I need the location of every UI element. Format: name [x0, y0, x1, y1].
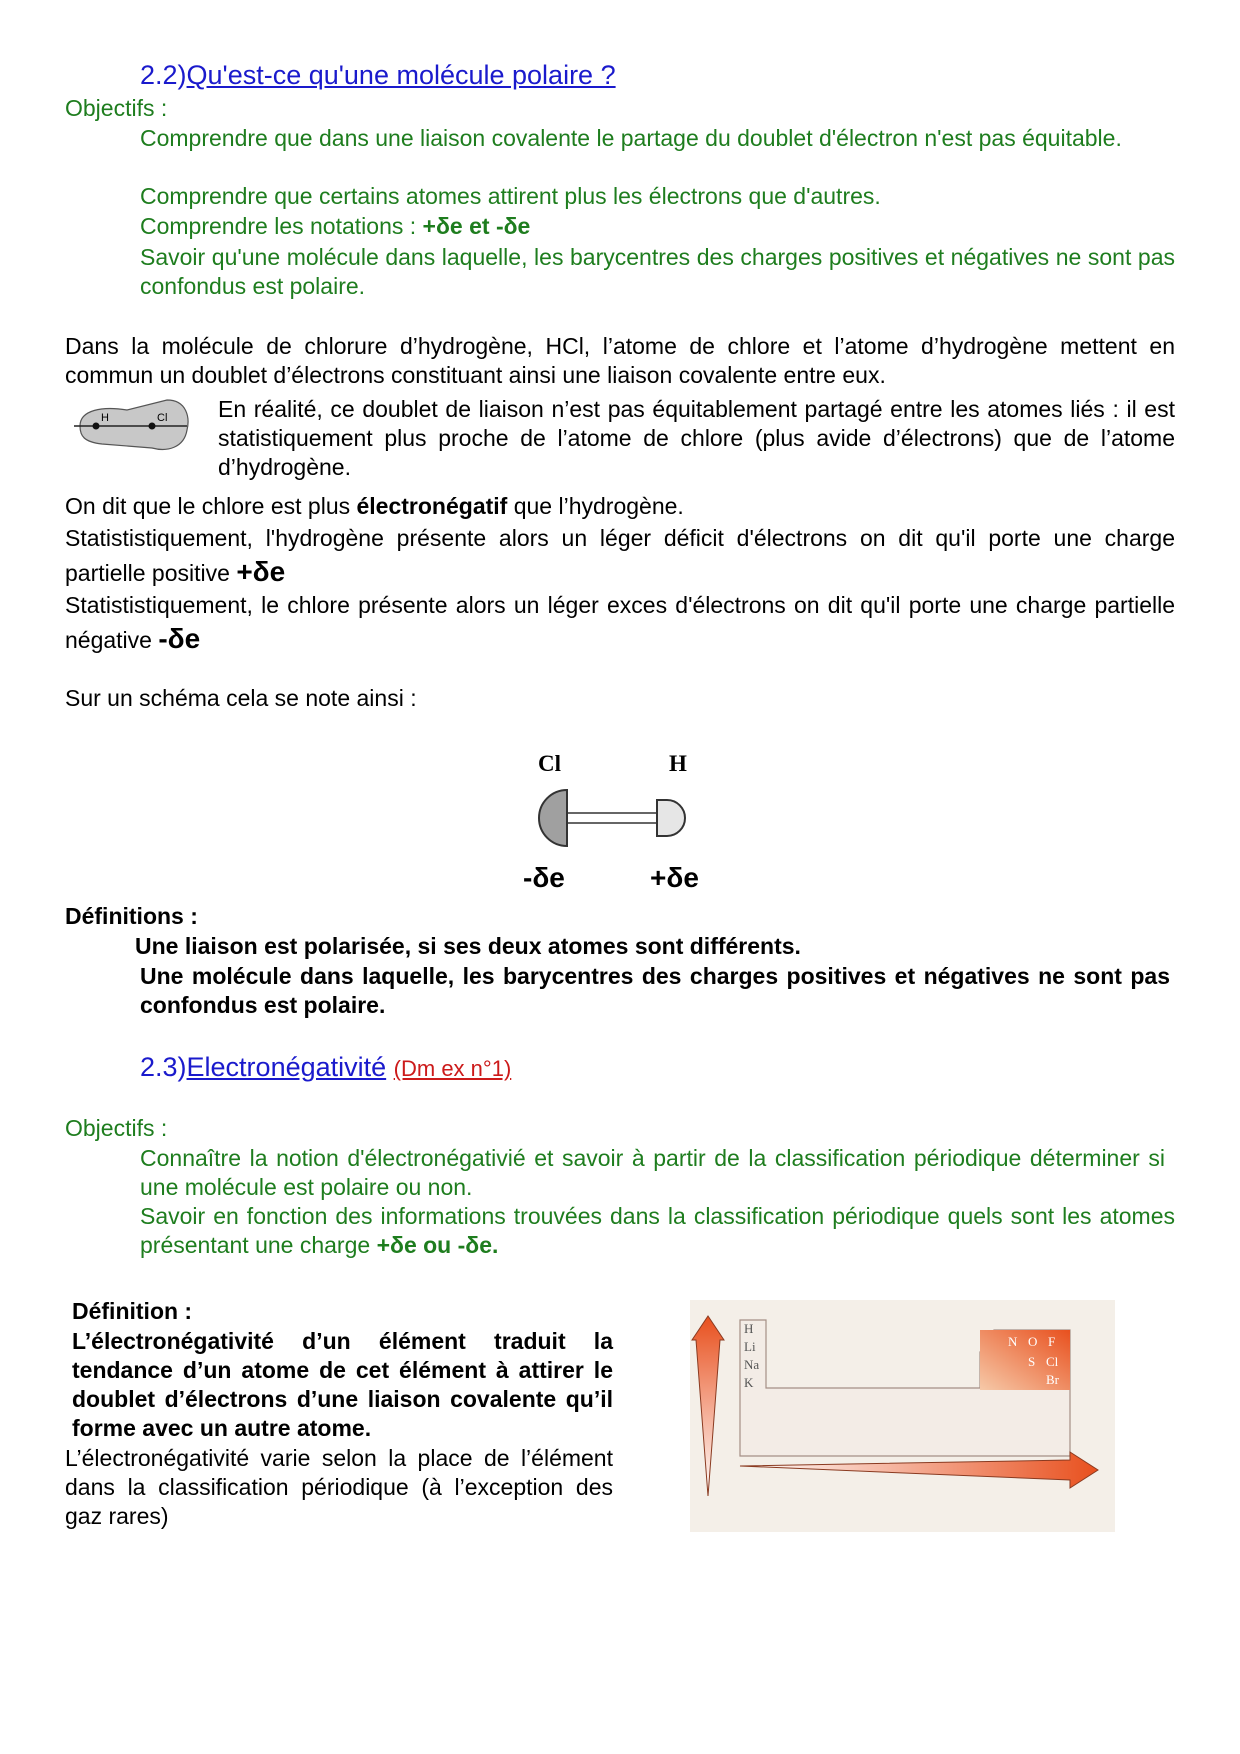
- element-h: H: [744, 1321, 754, 1336]
- objective2-1: Connaître la notion d'électronégativié et savoir à partir de la classification périodique déterminer si une molécule est polaire ou non.: [140, 1145, 1165, 1200]
- cl-charge: -δe: [158, 623, 201, 654]
- objectives2-label: Objectifs :: [65, 1115, 168, 1141]
- section2-title-link[interactable]: Electronégativité: [186, 1052, 387, 1082]
- electronegative-sentence: [65, 492, 684, 521]
- element-o: O: [1028, 1334, 1038, 1349]
- objective-1: Comprendre que dans une liaison covalente le partage du doublet d'électron n'est pas équitable.: [140, 125, 1122, 151]
- cl-label: Cl: [157, 412, 168, 424]
- section2-heading: [140, 1052, 511, 1083]
- objective-4: Savoir qu'une molécule dans laquelle, les barycentres des charges positives et négatives ne sont pas confondus est polaire.: [140, 244, 1175, 299]
- section-number: 2.2): [140, 60, 187, 90]
- notation-bold: +δe et -δe: [422, 213, 531, 239]
- electroneg-suffix: que l’hydrogène.: [507, 493, 684, 519]
- element-li: Li: [744, 1339, 756, 1354]
- element-cl: Cl: [1046, 1354, 1059, 1369]
- h-nucleus: [93, 423, 100, 430]
- h-text: Statististiquement, l'hydrogène présente alors un léger déficit d'électrons on dit qu'il porte une charge partielle positive: [65, 525, 1175, 586]
- chlorine-charge-paragraph: [65, 589, 1175, 657]
- objectives-label: Objectifs :: [65, 95, 168, 121]
- definition-2: Une molécule dans laquelle, les barycentres des charges positives et négatives ne sont pas confondus est polaire.: [140, 963, 1170, 1018]
- molecule-cl-charge: -δe: [523, 862, 565, 893]
- section2-number: 2.3): [140, 1052, 187, 1082]
- element-s: S: [1028, 1354, 1036, 1369]
- objective2-bold: +δe ou -δe.: [376, 1232, 499, 1258]
- molecule-h-charge: +δe: [650, 862, 699, 893]
- reality-paragraph: En réalité, ce doublet de liaison n’est pas équitablement partagé entre les atomes liés : il est statistiquement plus proche de l’atome de chlore (plus avide d’électrons) que de l’atome d’hydrogène.: [218, 396, 1175, 480]
- objective2-prefix: Savoir en fonction des informations trouvées dans la classification périodique quels sont les atomes présentant une charge: [140, 1203, 1175, 1258]
- notation-prefix: Comprendre les notations :: [140, 213, 423, 239]
- cl-nucleus: [149, 423, 156, 430]
- section-heading: [140, 60, 616, 91]
- definition2-text: L’électronégativité varie selon la place de l’élément dans la classification périodique (à l’exception des gaz rares): [65, 1445, 613, 1529]
- objective2-2: [140, 1202, 1175, 1260]
- definition2-label: Définition :: [72, 1298, 193, 1324]
- hcl-molecule-diagram: [515, 786, 695, 852]
- objective-3: [140, 212, 530, 241]
- intro-paragraph: Dans la molécule de chlorure d’hydrogène, HCl, l’atome de chlore et l’atome d’hydrogène mettent en commun un doublet d’électrons constituant ainsi une liaison covalente entre eux.: [65, 333, 1175, 388]
- cl-text: Statististiquement, le chlore présente alors un léger exces d'électrons on dit qu'il porte une charge partielle négative: [65, 592, 1175, 653]
- element-k: K: [744, 1375, 754, 1390]
- hydrogen-charge-paragraph: [65, 522, 1175, 590]
- h-label: H: [101, 412, 109, 424]
- electroneg-bold: électronégatif: [356, 493, 508, 519]
- objective-2: Comprendre que certains atomes attirent plus les électrons que d'autres.: [140, 183, 881, 209]
- element-f: F: [1048, 1334, 1056, 1349]
- schema-intro: Sur un schéma cela se note ainsi :: [65, 685, 417, 711]
- definitions-label: Définitions :: [65, 903, 198, 929]
- element-na: Na: [744, 1357, 760, 1372]
- molecule-cl-label: Cl: [538, 751, 561, 776]
- element-n: N: [1008, 1334, 1018, 1349]
- h-atom: [657, 800, 685, 836]
- section-title-link[interactable]: Qu'est-ce qu'une molécule polaire ?: [186, 60, 616, 90]
- element-br: Br: [1046, 1372, 1059, 1387]
- cl-atom: [539, 790, 567, 846]
- h-charge: +δe: [236, 556, 286, 587]
- definition-1: Une liaison est polarisée, si ses deux atomes sont différents.: [135, 933, 801, 959]
- electroneg-prefix: On dit que le chlore est plus: [65, 493, 357, 519]
- electron-cloud-diagram: [72, 396, 192, 456]
- section2-ref-link[interactable]: (Dm ex n°1): [393, 1056, 512, 1081]
- periodic-trend-figure: [690, 1300, 1115, 1532]
- definition2-bold-text: L’électronégativité d’un élément traduit la tendance d’un atome de cet élément à attirer le doublet d’électrons d’une liaison covalente qu’il forme avec un autre atome.: [72, 1328, 613, 1441]
- molecule-h-label: H: [669, 751, 687, 776]
